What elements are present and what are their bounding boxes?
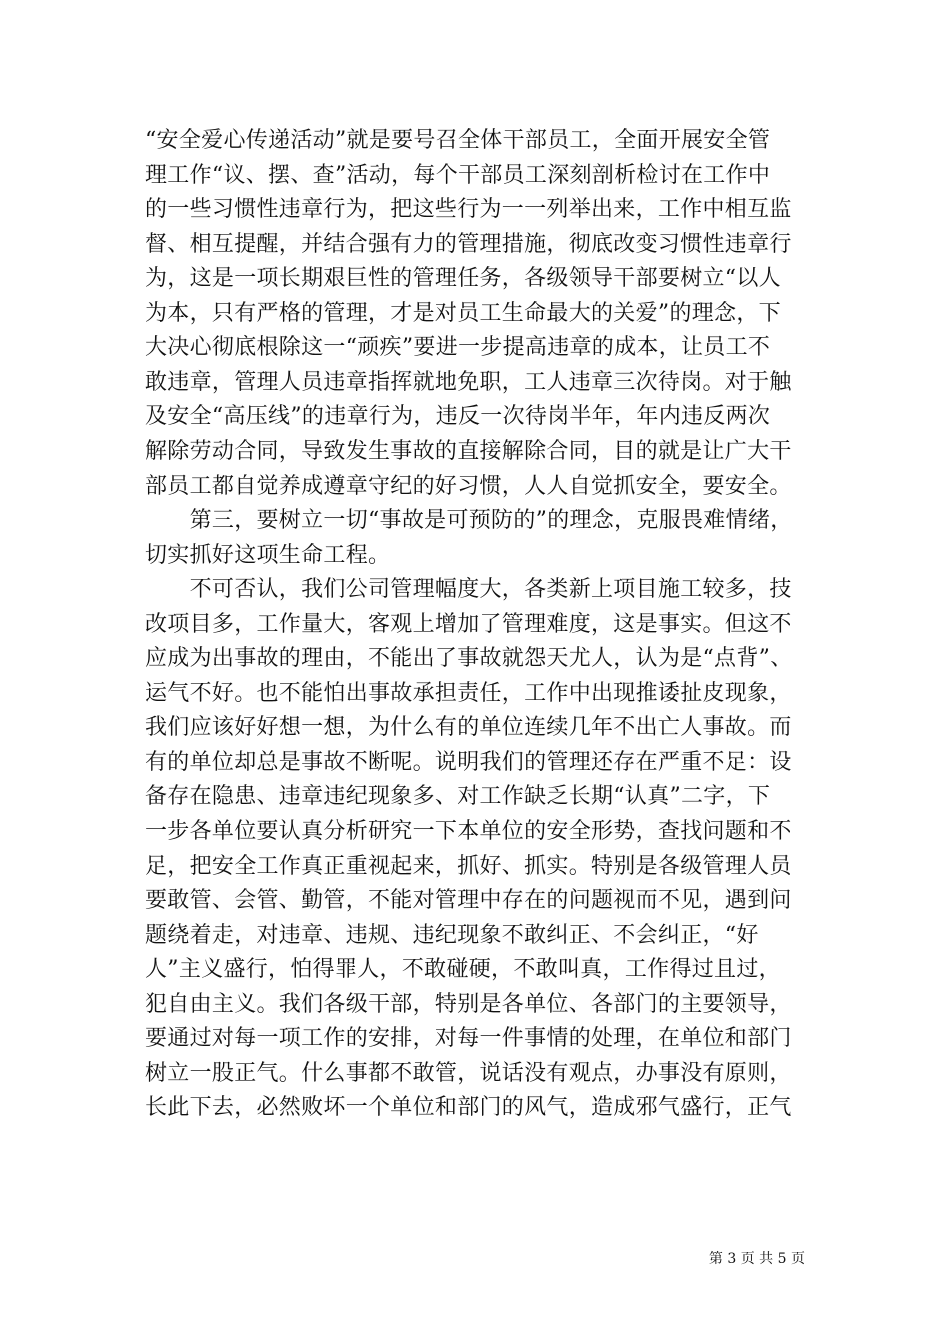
text-line: 有的单位却总是事故不断呢。说明我们的管理还存在严重不足：设 bbox=[145, 749, 792, 775]
text-line: 第三，要树立一切“事故是可预防的”的理念，克服畏难情绪， bbox=[145, 508, 793, 533]
text-line: 大决心彻底根除这一“顽疾”要进一步提高违章的成本，让员工不 bbox=[145, 335, 771, 361]
text-line: 督、相互提醒，并结合强有力的管理措施，彻底改变习惯性违章行 bbox=[145, 231, 792, 257]
text-line: 备存在隐患、违章违纪现象多、对工作缺乏长期“认真”二字，下 bbox=[145, 784, 771, 810]
text-line: “安全爱心传递活动”就是要号召全体干部员工，全面开展安全管 bbox=[145, 128, 771, 153]
text-line: 部员工都自觉养成遵章守纪的好习惯，人人自觉抓安全，要安全。 bbox=[145, 473, 792, 499]
text-line: 切实抓好这项生命工程。 bbox=[145, 542, 391, 568]
text-line: 我们应该好好想一想，为什么有的单位连续几年不出亡人事故。而 bbox=[145, 715, 792, 741]
text-line: 要通过对每一项工作的安排，对每一件事情的处理，在单位和部门 bbox=[145, 1026, 792, 1052]
text-line: 为本，只有严格的管理，才是对员工生命最大的关爱”的理念，下 bbox=[145, 300, 781, 326]
text-line: 要敢管、会管、勤管，不能对管理中存在的问题视而不见，遇到问 bbox=[145, 888, 792, 914]
text-line: 改项目多，工作量大，客观上增加了管理难度，这是事实。但这不 bbox=[145, 611, 792, 637]
text-line: 及安全“高压线”的违章行为，违反一次待岗半年，年内违反两次 bbox=[145, 404, 771, 430]
text-line: 长此下去，必然败坏一个单位和部门的风气，造成邪气盛行，正气 bbox=[145, 1095, 792, 1121]
text-line: 足，把安全工作真正重视起来，抓好、抓实。特别是各级管理人员 bbox=[145, 853, 792, 879]
page-number-footer: 第 3 页 共 5 页 bbox=[708, 1251, 805, 1267]
text-line: 应成为出事故的理由，不能出了事故就怨天尤人，认为是“点背”、 bbox=[145, 646, 793, 672]
text-line: 为，这是一项长期艰巨性的管理任务，各级领导干部要树立“以人 bbox=[145, 266, 781, 292]
text-line: 不可否认，我们公司管理幅度大，各类新上项目施工较多，技 bbox=[145, 577, 792, 603]
text-line: 题绕着走，对违章、违规、违纪现象不敢纠正、不会纠正，“好 bbox=[145, 922, 759, 948]
text-line: 犯自由主义。我们各级干部，特别是各单位、各部门的主要领导， bbox=[145, 991, 792, 1017]
text-line: 解除劳动合同，导致发生事故的直接解除合同，目的就是让广大干 bbox=[145, 438, 792, 464]
text-line: 人”主义盛行，怕得罪人，不敢碰硬，不敢叫真，工作得过且过， bbox=[145, 957, 781, 983]
text-line: 树立一股正气。什么事都不敢管，说话没有观点，办事没有原则， bbox=[145, 1060, 792, 1086]
text-line: 的一些习惯性违章行为，把这些行为一一列举出来，工作中相互监 bbox=[145, 197, 792, 223]
text-line: 敢违章，管理人员违章指挥就地免职，工人违章三次待岗。对于触 bbox=[145, 369, 792, 395]
text-line: 一步各单位要认真分析研究一下本单位的安全形势，查找问题和不 bbox=[145, 819, 792, 844]
text-line: 运气不好。也不能怕出事故承担责任，工作中出现推诿扯皮现象， bbox=[145, 680, 792, 706]
text-line: 理工作“议、摆、查”活动，每个干部员工深刻剖析检讨在工作中 bbox=[145, 162, 771, 188]
